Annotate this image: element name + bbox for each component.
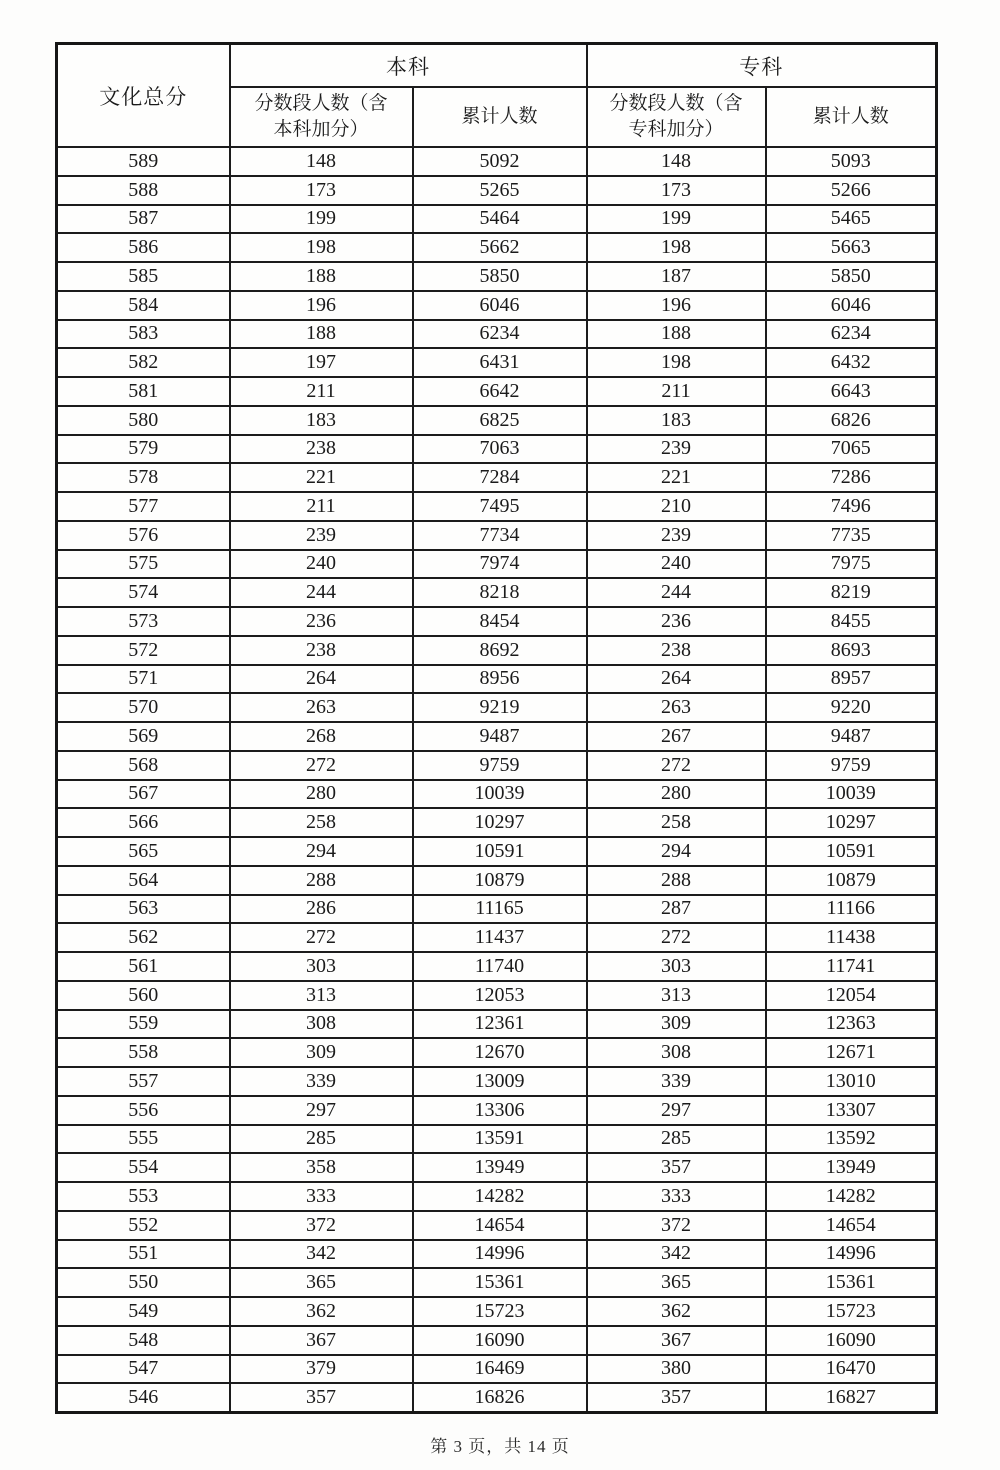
cell-college-cumulative: 13010 (766, 1067, 937, 1096)
table-row (57, 435, 937, 464)
cell-college-cumulative: 11438 (766, 923, 937, 952)
table-row (57, 205, 937, 234)
cell-college-segment: 285 (587, 1125, 766, 1154)
cell-total-score: 556 (57, 1096, 230, 1125)
header-college-segment: 分数段人数（含专科加分） (587, 87, 766, 147)
cell-college-cumulative: 7065 (766, 435, 937, 464)
cell-college-segment: 264 (587, 665, 766, 694)
table-row (57, 923, 937, 952)
cell-undergraduate-segment: 308 (230, 1010, 413, 1039)
cell-college-cumulative: 15723 (766, 1297, 937, 1326)
table-row (57, 1326, 937, 1355)
cell-total-score: 565 (57, 837, 230, 866)
cell-undergraduate-cumulative: 5662 (413, 233, 587, 262)
table-row (57, 866, 937, 895)
cell-undergraduate-segment: 221 (230, 463, 413, 492)
cell-undergraduate-segment: 196 (230, 291, 413, 320)
cell-undergraduate-segment: 188 (230, 320, 413, 349)
cell-college-segment: 362 (587, 1297, 766, 1326)
cell-undergraduate-cumulative: 15723 (413, 1297, 587, 1326)
cell-total-score: 580 (57, 406, 230, 435)
table-row (57, 348, 937, 377)
cell-college-cumulative: 14996 (766, 1240, 937, 1269)
cell-college-cumulative: 13592 (766, 1125, 937, 1154)
cell-undergraduate-cumulative: 10039 (413, 780, 587, 809)
cell-college-segment: 272 (587, 923, 766, 952)
cell-total-score: 563 (57, 895, 230, 924)
cell-undergraduate-segment: 258 (230, 808, 413, 837)
cell-total-score: 568 (57, 751, 230, 780)
cell-undergraduate-cumulative: 10297 (413, 808, 587, 837)
cell-college-cumulative: 9487 (766, 722, 937, 751)
table-row (57, 406, 937, 435)
cell-undergraduate-cumulative: 9219 (413, 693, 587, 722)
header-undergraduate-cumulative: 累计人数 (413, 87, 587, 147)
cell-college-cumulative: 14282 (766, 1182, 937, 1211)
cell-total-score: 558 (57, 1038, 230, 1067)
cell-undergraduate-segment: 313 (230, 981, 413, 1010)
cell-college-cumulative: 10879 (766, 866, 937, 895)
cell-college-segment: 339 (587, 1067, 766, 1096)
cell-college-cumulative: 13949 (766, 1153, 937, 1182)
cell-college-segment: 196 (587, 291, 766, 320)
table-row (57, 981, 937, 1010)
cell-total-score: 581 (57, 377, 230, 406)
cell-undergraduate-segment: 272 (230, 923, 413, 952)
table-row (57, 1240, 937, 1269)
table-row (57, 291, 937, 320)
table-row (57, 1383, 937, 1412)
cell-undergraduate-segment: 357 (230, 1383, 413, 1412)
cell-college-segment: 308 (587, 1038, 766, 1067)
cell-college-segment: 294 (587, 837, 766, 866)
cell-college-segment: 239 (587, 521, 766, 550)
cell-undergraduate-cumulative: 13009 (413, 1067, 587, 1096)
cell-college-cumulative: 12363 (766, 1010, 937, 1039)
cell-college-segment: 272 (587, 751, 766, 780)
cell-undergraduate-segment: 239 (230, 521, 413, 550)
cell-total-score: 559 (57, 1010, 230, 1039)
cell-undergraduate-segment: 358 (230, 1153, 413, 1182)
table-row (57, 320, 937, 349)
cell-undergraduate-cumulative: 6234 (413, 320, 587, 349)
cell-college-segment: 357 (587, 1153, 766, 1182)
cell-undergraduate-segment: 148 (230, 147, 413, 176)
cell-college-segment: 221 (587, 463, 766, 492)
cell-undergraduate-cumulative: 9759 (413, 751, 587, 780)
cell-undergraduate-segment: 379 (230, 1355, 413, 1384)
cell-total-score: 587 (57, 205, 230, 234)
cell-undergraduate-segment: 285 (230, 1125, 413, 1154)
cell-college-segment: 287 (587, 895, 766, 924)
cell-college-cumulative: 10591 (766, 837, 937, 866)
cell-undergraduate-segment: 297 (230, 1096, 413, 1125)
cell-total-score: 548 (57, 1326, 230, 1355)
cell-undergraduate-cumulative: 5265 (413, 176, 587, 205)
cell-college-segment: 333 (587, 1182, 766, 1211)
cell-undergraduate-cumulative: 15361 (413, 1268, 587, 1297)
cell-college-segment: 297 (587, 1096, 766, 1125)
score-table-header (57, 44, 937, 148)
cell-total-score: 552 (57, 1211, 230, 1240)
cell-undergraduate-cumulative: 5092 (413, 147, 587, 176)
cell-college-segment: 263 (587, 693, 766, 722)
cell-undergraduate-cumulative: 6431 (413, 348, 587, 377)
cell-undergraduate-cumulative: 5464 (413, 205, 587, 234)
cell-undergraduate-segment: 188 (230, 262, 413, 291)
cell-college-cumulative: 16470 (766, 1355, 937, 1384)
table-row (57, 377, 937, 406)
cell-undergraduate-cumulative: 9487 (413, 722, 587, 751)
cell-undergraduate-segment: 173 (230, 176, 413, 205)
cell-total-score: 553 (57, 1182, 230, 1211)
cell-total-score: 567 (57, 780, 230, 809)
cell-undergraduate-cumulative: 13949 (413, 1153, 587, 1182)
table-row (57, 665, 937, 694)
cell-undergraduate-cumulative: 10591 (413, 837, 587, 866)
cell-college-cumulative: 14654 (766, 1211, 937, 1240)
header-undergraduate-segment: 分数段人数（含本科加分） (230, 87, 413, 147)
cell-undergraduate-cumulative: 5850 (413, 262, 587, 291)
cell-undergraduate-segment: 264 (230, 665, 413, 694)
cell-total-score: 578 (57, 463, 230, 492)
cell-undergraduate-cumulative: 12053 (413, 981, 587, 1010)
cell-undergraduate-cumulative: 7974 (413, 550, 587, 579)
cell-undergraduate-segment: 280 (230, 780, 413, 809)
table-row (57, 1067, 937, 1096)
cell-undergraduate-segment: 211 (230, 377, 413, 406)
cell-college-cumulative: 12054 (766, 981, 937, 1010)
table-row (57, 607, 937, 636)
cell-college-cumulative: 13307 (766, 1096, 937, 1125)
cell-undergraduate-cumulative: 14654 (413, 1211, 587, 1240)
cell-college-segment: 380 (587, 1355, 766, 1384)
cell-undergraduate-segment: 272 (230, 751, 413, 780)
table-row (57, 1355, 937, 1384)
cell-college-cumulative: 10039 (766, 780, 937, 809)
header-group-row (57, 44, 937, 88)
table-row (57, 780, 937, 809)
cell-college-segment: 148 (587, 147, 766, 176)
cell-undergraduate-segment: 244 (230, 578, 413, 607)
table-row (57, 1153, 937, 1182)
cell-total-score: 555 (57, 1125, 230, 1154)
cell-college-segment: 173 (587, 176, 766, 205)
cell-undergraduate-cumulative: 10879 (413, 866, 587, 895)
cell-undergraduate-cumulative: 16090 (413, 1326, 587, 1355)
cell-college-segment: 198 (587, 348, 766, 377)
cell-total-score: 571 (57, 665, 230, 694)
cell-undergraduate-cumulative: 14282 (413, 1182, 587, 1211)
cell-undergraduate-cumulative: 6825 (413, 406, 587, 435)
cell-undergraduate-cumulative: 8218 (413, 578, 587, 607)
cell-college-segment: 183 (587, 406, 766, 435)
cell-total-score: 560 (57, 981, 230, 1010)
table-row (57, 1038, 937, 1067)
cell-undergraduate-segment: 198 (230, 233, 413, 262)
table-row (57, 1297, 937, 1326)
cell-undergraduate-segment: 309 (230, 1038, 413, 1067)
cell-total-score: 546 (57, 1383, 230, 1412)
cell-college-cumulative: 11166 (766, 895, 937, 924)
cell-college-segment: 210 (587, 492, 766, 521)
cell-college-cumulative: 8455 (766, 607, 937, 636)
table-row (57, 176, 937, 205)
cell-college-cumulative: 6643 (766, 377, 937, 406)
cell-undergraduate-cumulative: 8956 (413, 665, 587, 694)
cell-college-cumulative: 6826 (766, 406, 937, 435)
table-row (57, 463, 937, 492)
cell-total-score: 584 (57, 291, 230, 320)
table-row (57, 636, 937, 665)
cell-total-score: 551 (57, 1240, 230, 1269)
cell-college-cumulative: 8957 (766, 665, 937, 694)
cell-college-segment: 188 (587, 320, 766, 349)
cell-college-segment: 280 (587, 780, 766, 809)
cell-undergraduate-segment: 238 (230, 636, 413, 665)
cell-college-cumulative: 7496 (766, 492, 937, 521)
cell-college-cumulative: 7975 (766, 550, 937, 579)
table-row (57, 895, 937, 924)
cell-total-score: 574 (57, 578, 230, 607)
cell-college-cumulative: 5093 (766, 147, 937, 176)
cell-college-segment: 199 (587, 205, 766, 234)
cell-total-score: 557 (57, 1067, 230, 1096)
cell-undergraduate-segment: 236 (230, 607, 413, 636)
cell-undergraduate-segment: 211 (230, 492, 413, 521)
cell-total-score: 577 (57, 492, 230, 521)
cell-total-score: 589 (57, 147, 230, 176)
cell-undergraduate-cumulative: 11740 (413, 952, 587, 981)
cell-college-segment: 372 (587, 1211, 766, 1240)
cell-college-cumulative: 6432 (766, 348, 937, 377)
table-row (57, 1268, 937, 1297)
cell-college-cumulative: 6234 (766, 320, 937, 349)
cell-college-cumulative: 11741 (766, 952, 937, 981)
header-total-score: 文化总分 (57, 44, 230, 148)
cell-undergraduate-cumulative: 16826 (413, 1383, 587, 1412)
cell-undergraduate-cumulative: 11165 (413, 895, 587, 924)
cell-undergraduate-segment: 288 (230, 866, 413, 895)
cell-undergraduate-segment: 339 (230, 1067, 413, 1096)
cell-total-score: 588 (57, 176, 230, 205)
cell-college-cumulative: 6046 (766, 291, 937, 320)
cell-undergraduate-cumulative: 7063 (413, 435, 587, 464)
cell-undergraduate-cumulative: 13306 (413, 1096, 587, 1125)
cell-undergraduate-segment: 342 (230, 1240, 413, 1269)
header-undergraduate-group: 本科 (230, 44, 587, 88)
table-row (57, 1096, 937, 1125)
cell-college-cumulative: 16090 (766, 1326, 937, 1355)
cell-college-segment: 309 (587, 1010, 766, 1039)
cell-undergraduate-segment: 268 (230, 722, 413, 751)
cell-undergraduate-cumulative: 12670 (413, 1038, 587, 1067)
table-row (57, 492, 937, 521)
cell-college-segment: 211 (587, 377, 766, 406)
cell-college-cumulative: 5465 (766, 205, 937, 234)
table-row (57, 1182, 937, 1211)
cell-college-cumulative: 8693 (766, 636, 937, 665)
cell-college-segment: 258 (587, 808, 766, 837)
cell-college-segment: 367 (587, 1326, 766, 1355)
table-row (57, 233, 937, 262)
cell-undergraduate-segment: 362 (230, 1297, 413, 1326)
score-distribution-table (55, 42, 938, 1414)
cell-college-cumulative: 9759 (766, 751, 937, 780)
cell-undergraduate-segment: 197 (230, 348, 413, 377)
cell-undergraduate-cumulative: 14996 (413, 1240, 587, 1269)
page-number-indicator: 第 3 页，共 14 页 (430, 1437, 570, 1456)
cell-college-cumulative: 8219 (766, 578, 937, 607)
cell-college-cumulative: 12671 (766, 1038, 937, 1067)
cell-total-score: 549 (57, 1297, 230, 1326)
cell-total-score: 586 (57, 233, 230, 262)
table-row (57, 1211, 937, 1240)
cell-undergraduate-cumulative: 11437 (413, 923, 587, 952)
cell-total-score: 547 (57, 1355, 230, 1384)
table-row (57, 693, 937, 722)
cell-undergraduate-segment: 365 (230, 1268, 413, 1297)
table-row (57, 578, 937, 607)
cell-total-score: 576 (57, 521, 230, 550)
cell-college-cumulative: 9220 (766, 693, 937, 722)
cell-undergraduate-segment: 240 (230, 550, 413, 579)
cell-college-cumulative: 5663 (766, 233, 937, 262)
cell-total-score: 572 (57, 636, 230, 665)
cell-college-cumulative: 15361 (766, 1268, 937, 1297)
table-row (57, 722, 937, 751)
cell-undergraduate-segment: 303 (230, 952, 413, 981)
header-college-group: 专科 (587, 44, 937, 88)
cell-total-score: 564 (57, 866, 230, 895)
cell-undergraduate-cumulative: 12361 (413, 1010, 587, 1039)
cell-total-score: 575 (57, 550, 230, 579)
cell-college-cumulative: 7735 (766, 521, 937, 550)
table-row (57, 550, 937, 579)
cell-college-cumulative: 16827 (766, 1383, 937, 1412)
cell-college-segment: 236 (587, 607, 766, 636)
cell-college-cumulative: 7286 (766, 463, 937, 492)
table-row (57, 147, 937, 176)
cell-total-score: 583 (57, 320, 230, 349)
cell-undergraduate-segment: 183 (230, 406, 413, 435)
cell-college-segment: 198 (587, 233, 766, 262)
table-row (57, 751, 937, 780)
cell-total-score: 562 (57, 923, 230, 952)
cell-college-segment: 238 (587, 636, 766, 665)
cell-total-score: 570 (57, 693, 230, 722)
cell-undergraduate-cumulative: 8454 (413, 607, 587, 636)
cell-undergraduate-cumulative: 6046 (413, 291, 587, 320)
cell-college-cumulative: 5266 (766, 176, 937, 205)
cell-college-segment: 365 (587, 1268, 766, 1297)
cell-undergraduate-segment: 286 (230, 895, 413, 924)
cell-total-score: 569 (57, 722, 230, 751)
cell-college-segment: 342 (587, 1240, 766, 1269)
cell-undergraduate-cumulative: 13591 (413, 1125, 587, 1154)
cell-undergraduate-segment: 367 (230, 1326, 413, 1355)
cell-undergraduate-cumulative: 7495 (413, 492, 587, 521)
cell-total-score: 561 (57, 952, 230, 981)
table-row (57, 808, 937, 837)
cell-total-score: 566 (57, 808, 230, 837)
cell-undergraduate-cumulative: 7284 (413, 463, 587, 492)
cell-total-score: 582 (57, 348, 230, 377)
cell-undergraduate-segment: 263 (230, 693, 413, 722)
cell-college-cumulative: 5850 (766, 262, 937, 291)
cell-total-score: 554 (57, 1153, 230, 1182)
cell-college-segment: 187 (587, 262, 766, 291)
cell-undergraduate-segment: 238 (230, 435, 413, 464)
cell-college-segment: 357 (587, 1383, 766, 1412)
cell-college-segment: 267 (587, 722, 766, 751)
header-college-cumulative: 累计人数 (766, 87, 937, 147)
score-table-body (57, 147, 937, 1412)
cell-college-segment: 303 (587, 952, 766, 981)
cell-total-score: 550 (57, 1268, 230, 1297)
cell-college-segment: 244 (587, 578, 766, 607)
cell-undergraduate-segment: 294 (230, 837, 413, 866)
table-row (57, 952, 937, 981)
table-row (57, 1010, 937, 1039)
cell-college-cumulative: 10297 (766, 808, 937, 837)
cell-undergraduate-cumulative: 16469 (413, 1355, 587, 1384)
cell-undergraduate-segment: 372 (230, 1211, 413, 1240)
cell-undergraduate-cumulative: 7734 (413, 521, 587, 550)
cell-college-segment: 313 (587, 981, 766, 1010)
table-row (57, 262, 937, 291)
cell-college-segment: 239 (587, 435, 766, 464)
cell-college-segment: 240 (587, 550, 766, 579)
cell-college-segment: 288 (587, 866, 766, 895)
table-row (57, 521, 937, 550)
cell-undergraduate-cumulative: 6642 (413, 377, 587, 406)
cell-total-score: 573 (57, 607, 230, 636)
table-row (57, 837, 937, 866)
cell-total-score: 585 (57, 262, 230, 291)
cell-undergraduate-segment: 333 (230, 1182, 413, 1211)
table-row (57, 1125, 937, 1154)
cell-total-score: 579 (57, 435, 230, 464)
cell-undergraduate-segment: 199 (230, 205, 413, 234)
cell-undergraduate-cumulative: 8692 (413, 636, 587, 665)
